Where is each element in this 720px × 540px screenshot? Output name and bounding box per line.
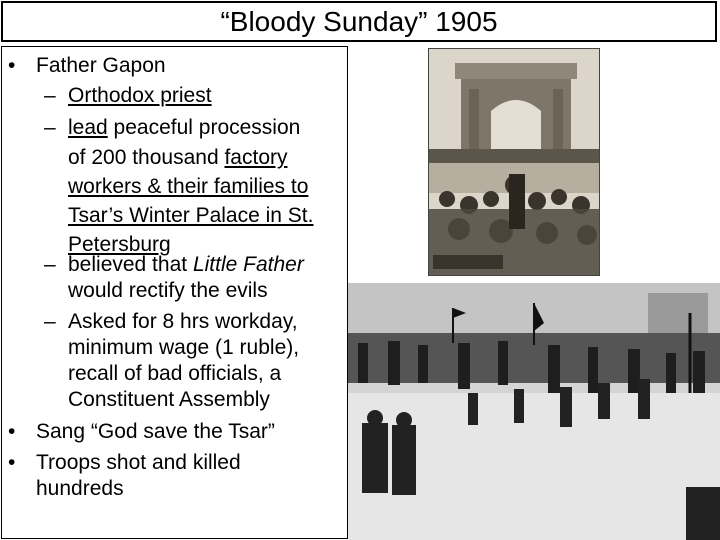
slide-title: “Bloody Sunday” 1905	[220, 5, 498, 37]
text-run: peaceful procession	[107, 116, 301, 139]
dash-marker: –	[44, 116, 56, 139]
bullet-marker: •	[8, 54, 16, 77]
underlined-line: Petersburg	[68, 233, 171, 256]
text-run: would rectify the evils	[68, 279, 268, 302]
bullet-text	[36, 450, 336, 502]
bullet-marker: •	[8, 420, 16, 443]
text-line: recall of bad officials, a	[68, 362, 282, 385]
bullet-text: Father Gapon	[36, 54, 166, 77]
text-run: believed that	[68, 253, 193, 276]
troops-photo	[348, 283, 720, 540]
slide-title-box	[1, 1, 717, 42]
bullet-marker: •	[8, 451, 16, 474]
procession-photo-drawing	[429, 49, 600, 276]
text-line: Asked for 8 hrs workday,	[68, 310, 298, 333]
procession-photo	[428, 48, 600, 276]
text-line: Troops shot and killed	[36, 451, 241, 474]
sub-bullet-text: Orthodox priest	[68, 84, 212, 107]
dash-marker: –	[44, 310, 56, 333]
underlined-line: workers & their families to	[68, 175, 309, 198]
dash-marker: –	[44, 84, 56, 107]
bullet-text-box	[1, 46, 348, 539]
text-line: hundreds	[36, 477, 124, 500]
bullet-text: Sang “God save the Tsar”	[36, 420, 275, 443]
dash-marker: –	[44, 253, 56, 276]
text-line: minimum wage (1 ruble),	[68, 336, 300, 359]
underlined-line: Tsar’s Winter Palace in St.	[68, 204, 314, 227]
sub-bullet-text	[68, 252, 346, 304]
italic-phrase: Little Father	[192, 253, 304, 276]
underlined-word-factory: factory	[224, 146, 288, 169]
text-run: of 200 thousand	[68, 146, 225, 169]
text-line: Constituent Assembly	[68, 388, 270, 411]
sub-bullet-text	[68, 115, 346, 258]
underlined-word-lead: lead	[68, 116, 108, 139]
sub-bullet-text	[68, 309, 346, 413]
troops-photo-drawing	[348, 283, 720, 540]
